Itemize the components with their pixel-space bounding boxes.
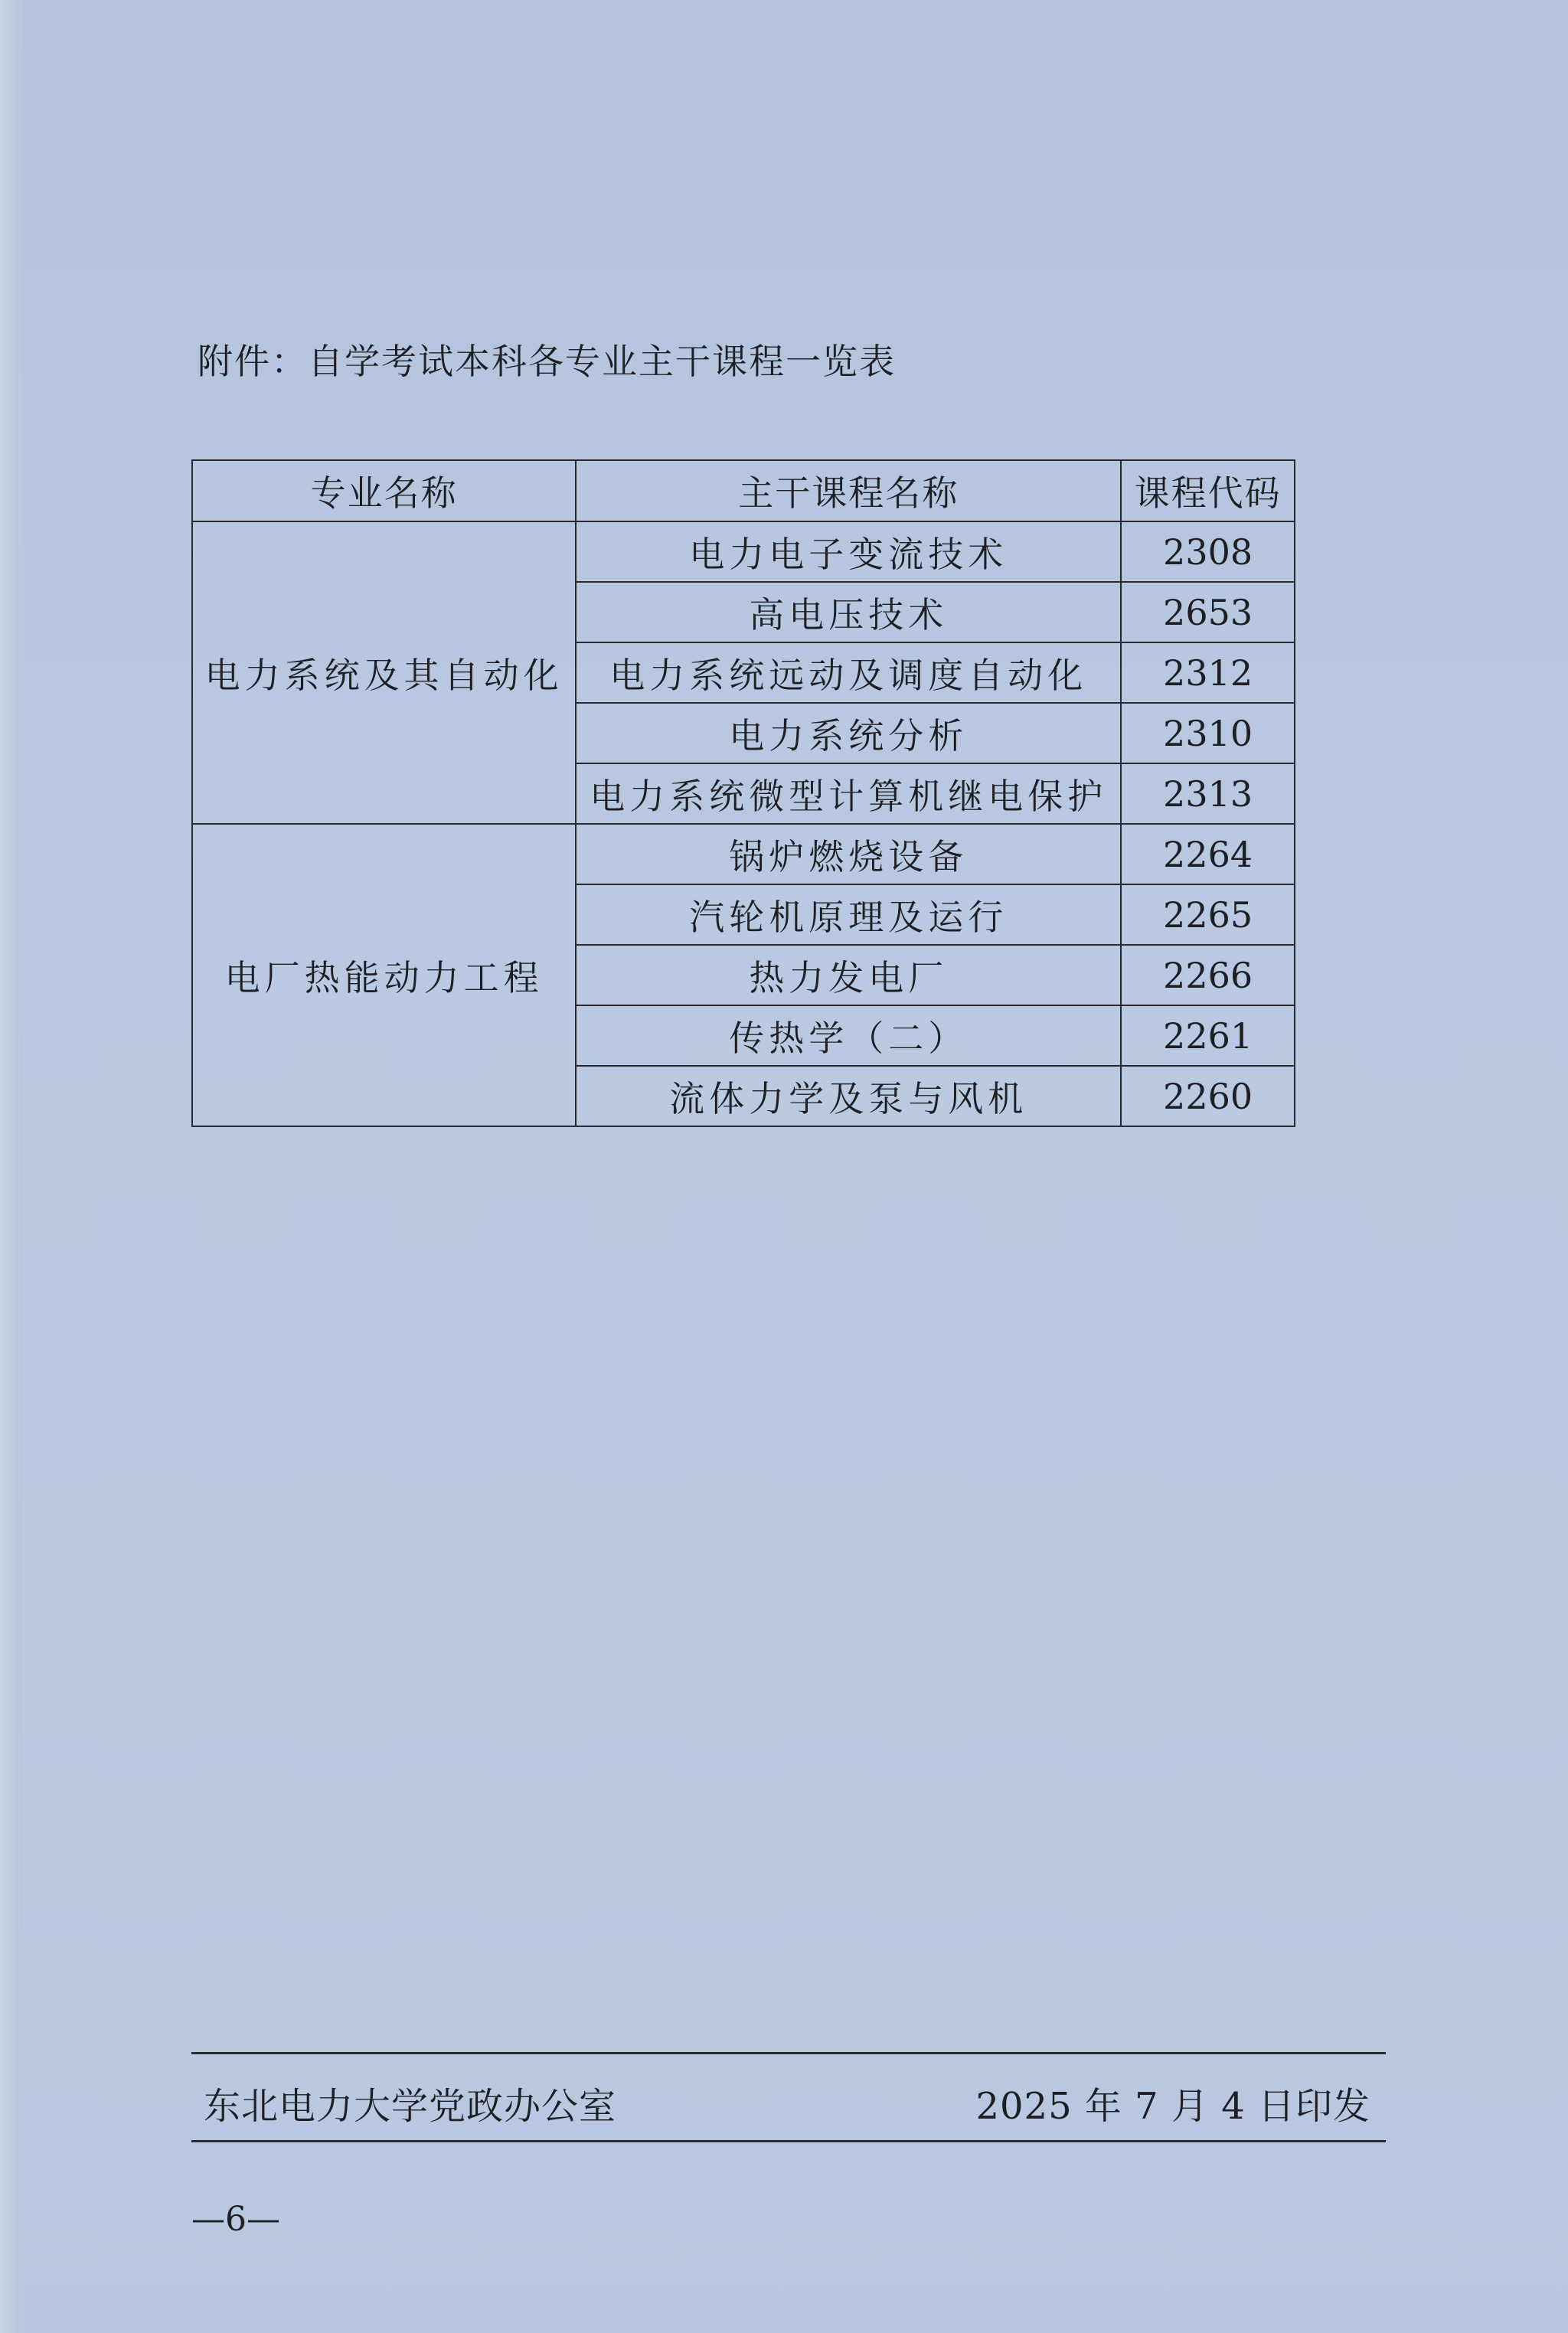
table-row <box>192 824 1295 884</box>
issue-date: 2025 年 7 月 4 日印发 <box>975 2085 1370 2128</box>
header-course-code: 课程代码 <box>1121 460 1295 521</box>
page-number: —6— <box>191 2200 280 2239</box>
course-name-cell: 流体力学及泵与风机 <box>576 1066 1121 1126</box>
attachment-title: 附件：自学考试本科各专业主干课程一览表 <box>198 341 896 382</box>
course-name-cell: 热力发电厂 <box>576 945 1121 1005</box>
issuer-name: 东北电力大学党政办公室 <box>204 2085 617 2128</box>
major-cell: 电厂热能动力工程 <box>192 824 576 1126</box>
course-name-cell: 电力系统微型计算机继电保护 <box>576 763 1121 824</box>
page-fold-shadow <box>0 0 23 2333</box>
course-code-cell: 2308 <box>1121 521 1295 582</box>
course-code-cell: 2266 <box>1121 945 1295 1005</box>
course-name-cell: 电力电子变流技术 <box>576 521 1121 582</box>
course-code-cell: 2264 <box>1121 824 1295 884</box>
course-code-cell: 2261 <box>1121 1005 1295 1066</box>
course-code-cell: 2313 <box>1121 763 1295 824</box>
course-name-cell: 传热学（二） <box>576 1005 1121 1066</box>
table-row <box>192 521 1295 582</box>
header-course-name: 主干课程名称 <box>576 460 1121 521</box>
course-code-cell: 2653 <box>1121 582 1295 642</box>
course-name-cell: 电力系统远动及调度自动化 <box>576 642 1121 703</box>
course-name-cell: 锅炉燃烧设备 <box>576 824 1121 884</box>
header-major: 专业名称 <box>192 460 576 521</box>
table-header-row <box>192 460 1295 521</box>
course-code-cell: 2260 <box>1121 1066 1295 1126</box>
course-name-cell: 汽轮机原理及运行 <box>576 884 1121 945</box>
course-name-cell: 电力系统分析 <box>576 703 1121 763</box>
footer-top-rule <box>191 2052 1386 2054</box>
course-code-cell: 2310 <box>1121 703 1295 763</box>
course-name-cell: 高电压技术 <box>576 582 1121 642</box>
course-table <box>191 459 1295 1127</box>
course-code-cell: 2312 <box>1121 642 1295 703</box>
footer-bottom-rule <box>191 2140 1386 2142</box>
major-cell: 电力系统及其自动化 <box>192 521 576 824</box>
course-code-cell: 2265 <box>1121 884 1295 945</box>
